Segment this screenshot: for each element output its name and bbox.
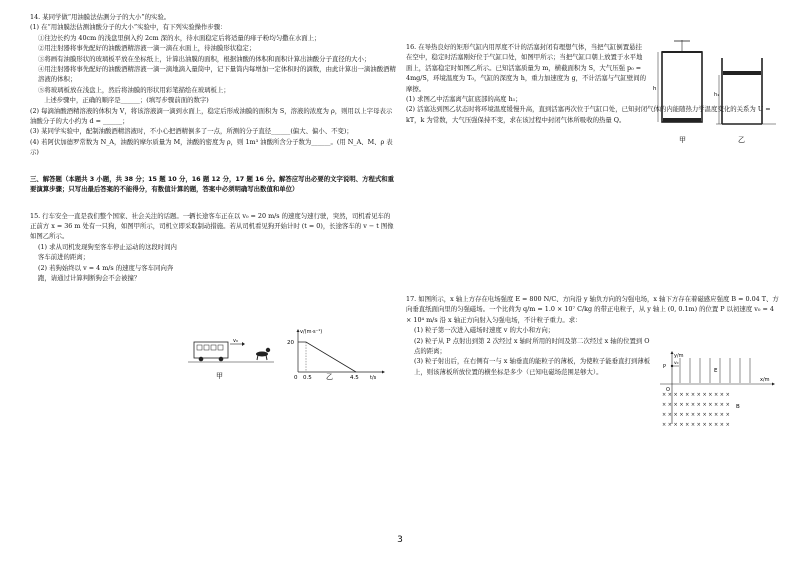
- fig15-y20: 20: [287, 340, 294, 346]
- fig17-y-label: y/m: [674, 353, 684, 359]
- q15-vt-graph: [286, 326, 386, 381]
- fig17-v0-label: v₀: [674, 361, 679, 366]
- q17-part3: (3) 粒子射出后，在右侧有一与 x 轴垂直的能粒子的薄板，为使粒子能垂直打到薄板上，则该薄板所放位置的横坐标是多少（已知电磁场范围足够大）。: [414, 357, 651, 376]
- svg-text:× × × × × × × × × × × ×: × × × × × × × × × × × ×: [662, 402, 730, 408]
- q15-sub2: (2) 若狗始终以 v = 4 m/s 的速度与客车同向奔跑，请通过计算判断狗会不会被撞？: [38, 263, 174, 282]
- svg-text:× × × × × × × × × × × ×: × × × × × × × × × × × ×: [662, 412, 730, 418]
- q14-order: 上述步骤中，正确的顺序是______；(填写步骤前面的数字): [44, 96, 209, 105]
- fig17-x-label: x/m: [760, 377, 770, 383]
- svg-text:× × × × × × × × × × × ×: × × × × × × × × × × × ×: [662, 392, 730, 398]
- q15-sub1: (1) 求从司机发现狗至客车停止运动的这段时间内 客车前进的距离；: [38, 242, 177, 262]
- fig15-jia-caption: 甲: [216, 372, 223, 380]
- q16-figure: [652, 38, 782, 153]
- fig15-xaxis-label: t/s: [370, 375, 377, 381]
- q14-step1: ①往边长约为 40cm 的浅盘里倒入约 2cm 深的水，待水面稳定后将适量的痱子粉均匀撒在水面上；: [38, 33, 321, 42]
- svg-text:× × × × × × × × × × × ×: × × × × × × × × × × × ×: [662, 422, 730, 428]
- fig17-O-label: O: [666, 387, 670, 393]
- q14-part4: (4) 若阿伏加德罗常数为 N_A，油酸的摩尔质量为 M，油酸的密度为 ρ，则 1m³ 油酸所含分子数为______。(用 N_A、M、ρ 表示): [30, 137, 393, 157]
- fig16-yi-caption: 乙: [738, 136, 745, 144]
- fig15-v0-label: v₀: [233, 338, 238, 344]
- q15-intro: 15. 行车安全一直是我们整个国家、社会关注的话题。一辆长途客车正在以 v₀ = 20 m/s 的速度匀速行驶，突然，司机看见车的正前方 x = 36 m 处有一只狗，如图甲所示，司机立即采取制动措施。若从司机看见狗开始计时 (t = 0)，长途客车的 v − t 图像如图乙所示。: [30, 211, 394, 241]
- q15-figure-jia: [186, 334, 276, 384]
- fig15-yaxis-label: v/(m·s⁻¹): [300, 329, 323, 335]
- bus-icon: [194, 342, 228, 361]
- q14-title: 14. 某同学做“用油膜法估测分子的大小”的实验。: [30, 13, 171, 21]
- q14-step2: ②用注射器将事先配好的油酸酒精溶液一滴一滴在水面上，待油膜形状稳定；: [38, 44, 256, 53]
- q16-intro: 16. 在导热良好的矩形气缸内用厚度不计的活塞封闭有理想气体，当把气缸倒置悬挂在空中，稳定时活塞刚好位于气缸口处，如图甲所示；当把气缸口朝上放置于水平地面上，活塞稳定时如图乙所示。已知活塞质量为 m，横截面积为 S，大气压强 p₀ = 4mg/S，环境温度为 T₀，气缸的深度为 h，重力加速度为 g，不计活塞与气缸壁间的摩擦。: [406, 43, 646, 93]
- fig15-yi-caption: 乙: [326, 373, 333, 381]
- fig17-P-label: P: [663, 364, 667, 370]
- left-column: [30, 12, 396, 283]
- q14-step5: ⑤将玻璃板放在浅盘上，然后将油膜的形状用彩笔描绘在玻璃板上；: [38, 85, 230, 94]
- q14-part3: (3) 某同学实验中，配制油酸酒精溶液时，不小心把酒精倒多了一点，所测的分子直径______(偏大、偏小、不变)；: [30, 127, 353, 136]
- q17-part1: (1) 粒子第一次进入磁场时速度 v 的大小和方向；: [414, 326, 555, 335]
- fig17-B-label: B: [736, 404, 740, 410]
- q17-part2: (2) 粒子从 P 点射出到第 2 次经过 x 轴时所用的时间及第二次经过 x 轴的位置到 O 点的距离；: [414, 336, 650, 356]
- fig15-x45: 4.5: [350, 375, 359, 381]
- q17-field-figure: [656, 350, 780, 428]
- q16-part1: (1) 求图乙中活塞离气缸底部的高度 h₁；: [406, 95, 522, 104]
- fig16-h1-label: h₁: [714, 92, 720, 98]
- fig16-h-label: h: [653, 86, 657, 92]
- fig15-origin: 0: [294, 375, 298, 381]
- section3-heading: 三、解答题（本题共 3 小题，共 38 分；15 题 10 分，16 题 12 分，17 题 16 分。解答应写出必要的文字说明、方程式和重要演算步骤；只写出最后答案的不能得分，有数值计算的题，答案中必须明确写出数值和单位）: [30, 174, 395, 194]
- q14-step3: ③将画有油膜形状的玻璃板平放在坐标纸上，计算出油膜的面积，根据油酸的体积和面积计算出油酸分子直径的大小；: [38, 54, 371, 63]
- q16-part2: (2) 活塞达到图乙状态时将环境温度缓慢升高，直到活塞再次位于气缸口处，已知封闭气体的内能随热力学温度变化的关系为 U = kT，k 为常数，大气压强保持不变，求在该过程中封闭气体所吸收的热量 Q。: [406, 105, 771, 124]
- page-number: 3: [397, 535, 403, 545]
- q14-part2: (2) 每滴油酸酒精溶液的体积为 V，将该溶液滴一滴到水面上，稳定后形成油膜的面积为 S，溶液的浓度为 ρ，则用以上字母表示油酸分子的大小约为 d = ______；: [30, 106, 393, 126]
- fig16-jia-caption: 甲: [679, 136, 686, 144]
- q14-step4: ④用注射器将事先配好的油酸酒精溶液一滴一滴地滴入量筒中，记下量筒内每增加一定体积时的滴数，由此计算出一滴油酸酒精溶液的体积；: [38, 65, 396, 84]
- q14-part1: (1) 在“用油膜法估测油酸分子的大小”实验中，有下列实验操作步骤：: [30, 23, 227, 32]
- fig17-E-label: E: [714, 368, 718, 374]
- q17-intro: 17. 如图所示，x 轴上方存在电场强度 E = 800 N/C、方向沿 y 轴负方向的匀强电场，x 轴下方存在着磁感应强度 B = 0.04 T、方向垂直纸面向里的匀强磁场。一个比荷为 q/m = 1.0 × 10⁷ C/kg 的带正电粒子，从 y 轴上 (0, 0.1m) 的位置 P 以初速度 v₀ = 4 × 10⁴ m/s 沿 x 轴正方向射入匀强电场，不计粒子重力。求：: [406, 295, 779, 324]
- dog-icon: [256, 348, 270, 360]
- fig15-x05: 0.5: [303, 375, 312, 381]
